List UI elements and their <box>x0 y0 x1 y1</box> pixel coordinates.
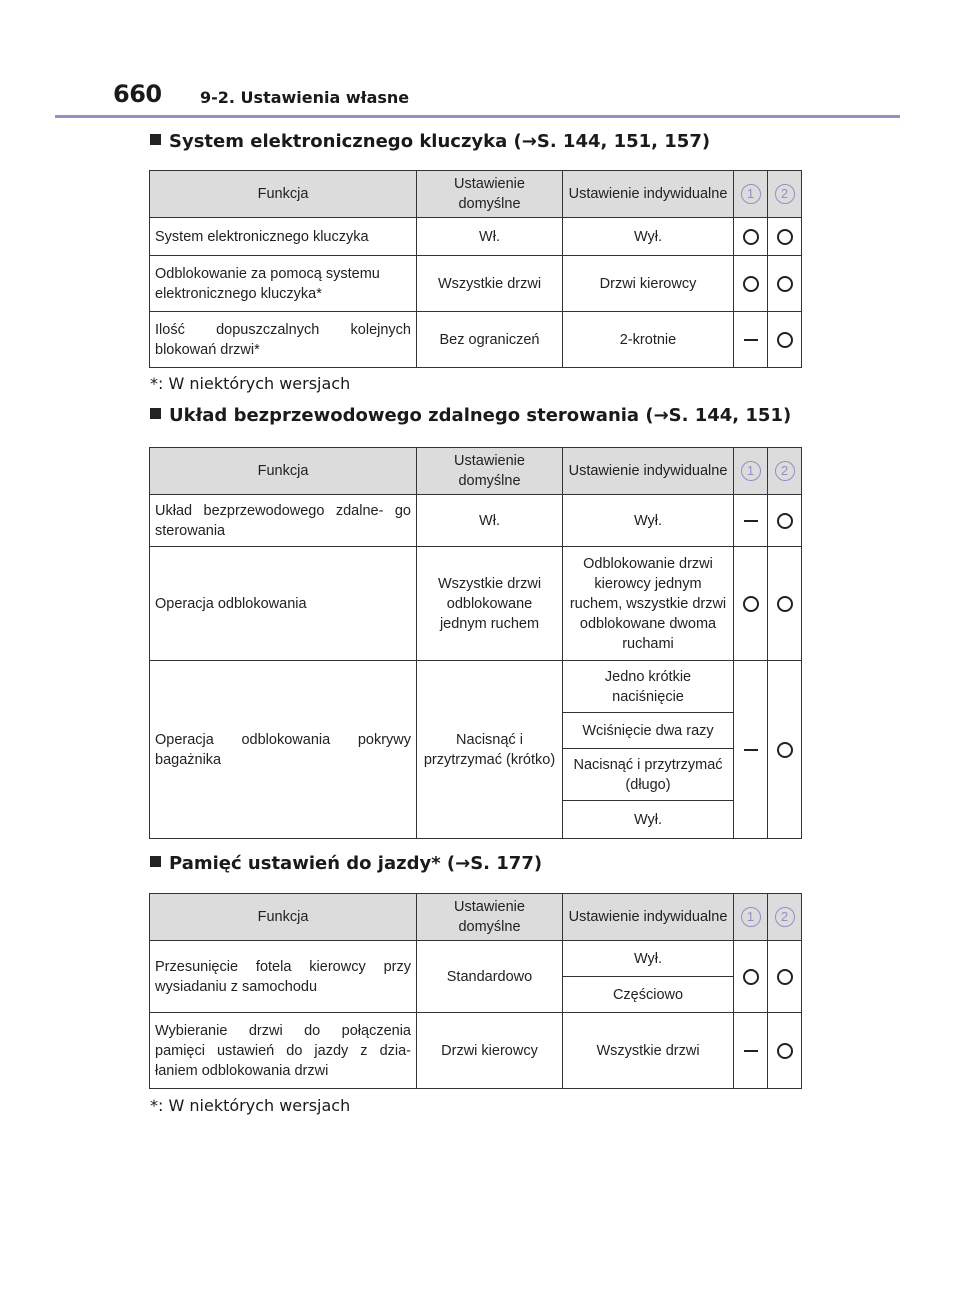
cell-funkcja: Ilość dopuszczalnych kolejnych blokowań drzwi* <box>150 312 417 368</box>
cell-mark-2 <box>768 661 802 839</box>
page-number: 660 <box>113 80 162 108</box>
page-header <box>0 0 960 120</box>
dash-mark-icon <box>744 749 758 751</box>
circle-mark-icon <box>777 229 793 245</box>
dash-mark-icon <box>744 1050 758 1052</box>
section-title-smart-key: System elektronicznego kluczyka (→S. 144, 151, 157) <box>150 131 710 152</box>
circle-mark-icon <box>777 276 793 292</box>
cell-funkcja: System elektronicznego kluczyka <box>150 218 417 256</box>
cell-custom: Drzwi kierowcy <box>563 256 734 312</box>
header-col-2 <box>768 448 802 495</box>
header-divider <box>55 115 900 118</box>
cell-funkcja: Odblokowanie za pomocą systemu elektronicznego kluczyka* <box>150 256 417 312</box>
circled-two-icon: 2 <box>775 907 795 927</box>
cell-custom: Wciśnięcie dwa razy <box>563 713 734 749</box>
cell-mark-2 <box>768 1013 802 1089</box>
header-default: Ustawienie domyślne <box>417 894 563 941</box>
cell-mark-1 <box>734 1013 768 1089</box>
cell-custom: Wył. <box>563 801 734 839</box>
table-row <box>150 661 802 713</box>
cell-mark-1 <box>734 312 768 368</box>
table-row <box>150 495 802 547</box>
header-funkcja: Funkcja <box>150 894 417 941</box>
circle-mark-icon <box>777 332 793 348</box>
cell-mark-2 <box>768 218 802 256</box>
circled-two-icon: 2 <box>775 184 795 204</box>
cell-mark-1 <box>734 495 768 547</box>
table-row <box>150 941 802 977</box>
cell-funkcja: Operacja odblokowania <box>150 547 417 661</box>
cell-default: Drzwi kierowcy <box>417 1013 563 1089</box>
circle-mark-icon <box>777 742 793 758</box>
cell-custom: Częściowo <box>563 977 734 1013</box>
dash-mark-icon <box>744 339 758 341</box>
cell-custom: Nacisnąć i przytrzymać (długo) <box>563 749 734 801</box>
cell-custom: 2-krotnie <box>563 312 734 368</box>
cell-default: Nacisnąć i przytrzymać (krótko) <box>417 661 563 839</box>
circled-two-icon: 2 <box>775 461 795 481</box>
settings-table-smart-key <box>149 170 802 368</box>
header-col-1 <box>734 171 768 218</box>
footnote: *: W niektórych wersjach <box>150 1096 351 1115</box>
table-row <box>150 312 802 368</box>
cell-mark-2 <box>768 495 802 547</box>
table-row <box>150 547 802 661</box>
cell-custom: Wył. <box>563 495 734 547</box>
cell-mark-1 <box>734 547 768 661</box>
settings-table-remote <box>149 447 802 839</box>
dash-mark-icon <box>744 520 758 522</box>
circled-one-icon: 1 <box>741 184 761 204</box>
circled-one-icon: 1 <box>741 461 761 481</box>
header-default: Ustawienie domyślne <box>417 171 563 218</box>
footnote: *: W niektórych wersjach <box>150 374 351 393</box>
table-header-row <box>150 171 802 218</box>
header-default: Ustawienie domyślne <box>417 448 563 495</box>
bullet-square-icon <box>150 134 161 145</box>
cell-mark-2 <box>768 312 802 368</box>
cell-funkcja: Operacja odblokowania pokrywy bagażnika <box>150 661 417 839</box>
cell-mark-1 <box>734 218 768 256</box>
cell-mark-2 <box>768 941 802 1013</box>
header-col-1 <box>734 448 768 495</box>
cell-mark-1 <box>734 661 768 839</box>
circle-mark-icon <box>777 969 793 985</box>
cell-mark-2 <box>768 256 802 312</box>
cell-default: Wszystkie drzwi <box>417 256 563 312</box>
circle-mark-icon <box>777 513 793 529</box>
section-title-memory: Pamięć ustawień do jazdy* (→S. 177) <box>150 853 542 874</box>
cell-mark-1 <box>734 941 768 1013</box>
circle-mark-icon <box>743 229 759 245</box>
cell-default: Standardowo <box>417 941 563 1013</box>
cell-custom: Jedno krótkie naciśnięcie <box>563 661 734 713</box>
circle-mark-icon <box>777 1043 793 1059</box>
cell-mark-1 <box>734 256 768 312</box>
cell-default: Wszystkie drzwi odblokowane jednym ruchem <box>417 547 563 661</box>
bullet-square-icon <box>150 856 161 867</box>
chapter-title: 9-2. Ustawienia własne <box>200 88 410 107</box>
table-header-row <box>150 894 802 941</box>
cell-default: Wł. <box>417 218 563 256</box>
bullet-square-icon <box>150 408 161 419</box>
cell-custom: Wył. <box>563 218 734 256</box>
header-custom: Ustawienie indywidualne <box>563 448 734 495</box>
table-row <box>150 1013 802 1089</box>
circle-mark-icon <box>743 276 759 292</box>
header-col-2 <box>768 894 802 941</box>
header-funkcja: Funkcja <box>150 448 417 495</box>
cell-custom: Odblokowanie drzwi kierowcy jednym ruchem, wszystkie drzwi odblokowane dwoma ruchami <box>563 547 734 661</box>
cell-default: Wł. <box>417 495 563 547</box>
table-row <box>150 218 802 256</box>
cell-custom: Wszystkie drzwi <box>563 1013 734 1089</box>
circle-mark-icon <box>743 596 759 612</box>
cell-funkcja: Wybieranie drzwi do połączenia pamięci ustawień do jazdy z dzia- łaniem odblokowania drzwi <box>150 1013 417 1089</box>
cell-mark-2 <box>768 547 802 661</box>
circle-mark-icon <box>777 596 793 612</box>
table-row <box>150 256 802 312</box>
cell-default: Bez ograniczeń <box>417 312 563 368</box>
header-custom: Ustawienie indywidualne <box>563 894 734 941</box>
header-col-2 <box>768 171 802 218</box>
cell-funkcja: Układ bezprzewodowego zdalne- go sterowania <box>150 495 417 547</box>
circled-one-icon: 1 <box>741 907 761 927</box>
header-funkcja: Funkcja <box>150 171 417 218</box>
section-title-remote: Układ bezprzewodowego zdalnego sterowania (→S. 144, 151) <box>150 405 791 426</box>
header-custom: Ustawienie indywidualne <box>563 171 734 218</box>
settings-table-memory <box>149 893 802 1089</box>
table-header-row <box>150 448 802 495</box>
cell-custom: Wył. <box>563 941 734 977</box>
circle-mark-icon <box>743 969 759 985</box>
header-col-1 <box>734 894 768 941</box>
cell-funkcja: Przesunięcie fotela kierowcy przy wysiadaniu z samochodu <box>150 941 417 1013</box>
